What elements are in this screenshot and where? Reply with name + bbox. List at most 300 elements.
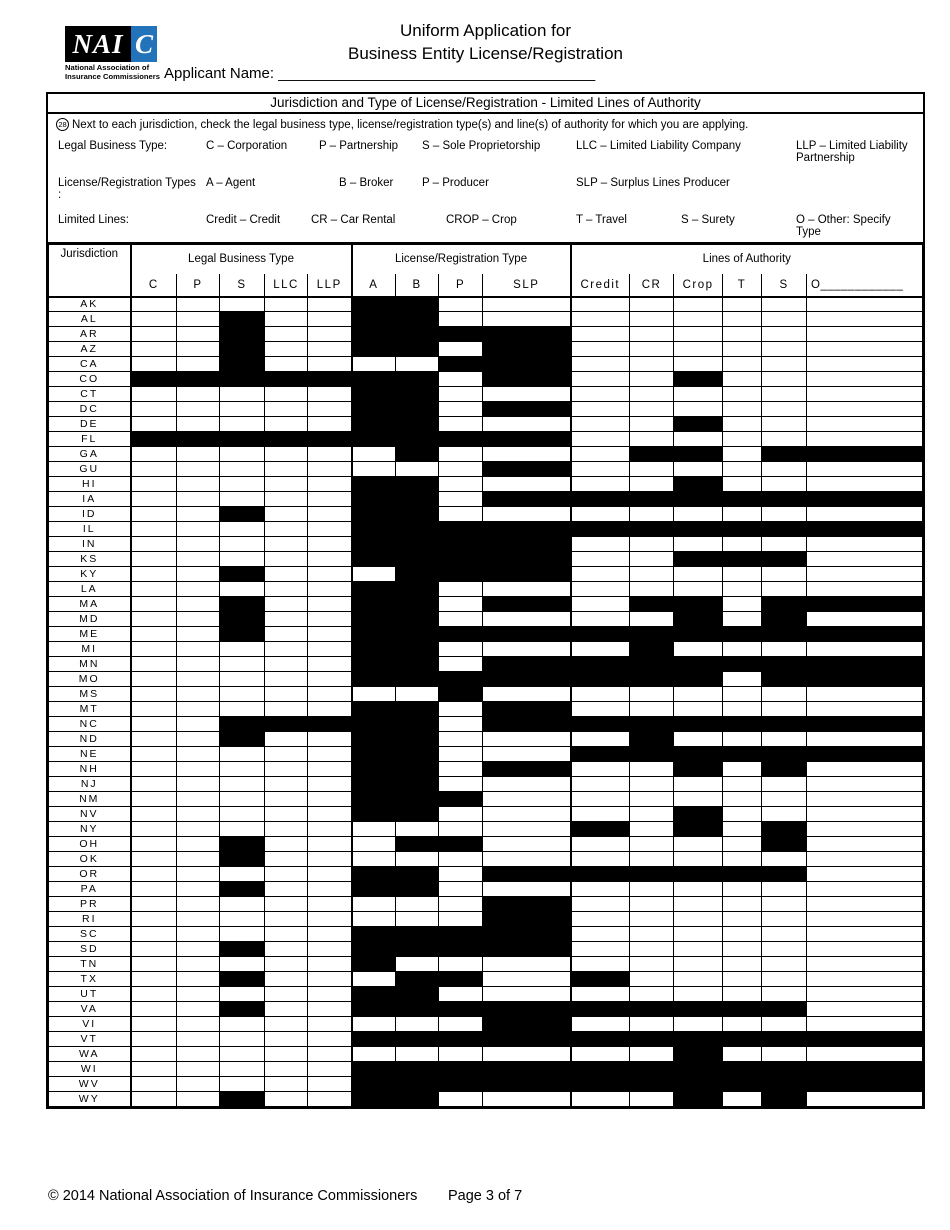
check-cell-MO-CR[interactable] — [630, 672, 674, 687]
check-cell-MN-CR[interactable] — [630, 657, 674, 672]
check-cell-SC-P[interactable] — [177, 927, 220, 942]
check-cell-SD-B[interactable] — [396, 942, 439, 957]
check-cell-OH-P2[interactable] — [439, 837, 483, 852]
check-cell-OR-B[interactable] — [396, 867, 439, 882]
check-cell-ND-P[interactable] — [177, 732, 220, 747]
check-cell-WY-Crop[interactable] — [674, 1092, 723, 1107]
check-cell-DC-P[interactable] — [177, 402, 220, 417]
check-cell-VA-P[interactable] — [177, 1002, 220, 1017]
check-cell-MI-LLC[interactable] — [265, 642, 308, 657]
check-cell-DC-LLC[interactable] — [265, 402, 308, 417]
check-cell-VA-SLP[interactable] — [483, 1002, 571, 1017]
check-cell-NE-A[interactable] — [352, 747, 396, 762]
check-cell-WI-C[interactable] — [131, 1062, 177, 1077]
check-cell-DE-C[interactable] — [131, 417, 177, 432]
check-cell-ID-C[interactable] — [131, 507, 177, 522]
check-cell-RI-CR[interactable] — [630, 912, 674, 927]
check-cell-OK-P[interactable] — [177, 852, 220, 867]
check-cell-NJ-S[interactable] — [220, 777, 265, 792]
check-cell-IN-LLC[interactable] — [265, 537, 308, 552]
check-cell-AR-SLP[interactable] — [483, 327, 571, 342]
check-cell-ME-B[interactable] — [396, 627, 439, 642]
check-cell-CT-Crop[interactable] — [674, 387, 723, 402]
check-cell-PR-T[interactable] — [723, 897, 762, 912]
check-cell-NY-B[interactable] — [396, 822, 439, 837]
check-cell-IL-T[interactable] — [723, 522, 762, 537]
check-cell-DE-S2[interactable] — [762, 417, 807, 432]
check-cell-DC-Crop[interactable] — [674, 402, 723, 417]
check-cell-MN-A[interactable] — [352, 657, 396, 672]
check-cell-AR-LLC[interactable] — [265, 327, 308, 342]
check-cell-SC-P2[interactable] — [439, 927, 483, 942]
check-cell-OR-C[interactable] — [131, 867, 177, 882]
check-cell-SC-T[interactable] — [723, 927, 762, 942]
check-cell-WY-P[interactable] — [177, 1092, 220, 1107]
check-cell-NJ-LLP[interactable] — [308, 777, 352, 792]
check-cell-VT-LLP[interactable] — [308, 1032, 352, 1047]
check-cell-AZ-CR[interactable] — [630, 342, 674, 357]
check-cell-MA-T[interactable] — [723, 597, 762, 612]
check-cell-TN-Credit[interactable] — [571, 957, 630, 972]
check-cell-KY-C[interactable] — [131, 567, 177, 582]
check-cell-KY-S2[interactable] — [762, 567, 807, 582]
check-cell-OK-C[interactable] — [131, 852, 177, 867]
check-cell-MD-A[interactable] — [352, 612, 396, 627]
check-cell-GA-P2[interactable] — [439, 447, 483, 462]
check-cell-RI-C[interactable] — [131, 912, 177, 927]
check-cell-MO-T[interactable] — [723, 672, 762, 687]
check-cell-VA-P2[interactable] — [439, 1002, 483, 1017]
check-cell-IA-Credit[interactable] — [571, 492, 630, 507]
check-cell-FL-LLC[interactable] — [265, 432, 308, 447]
check-cell-IA-Crop[interactable] — [674, 492, 723, 507]
check-cell-DC-S2[interactable] — [762, 402, 807, 417]
check-cell-CA-A[interactable] — [352, 357, 396, 372]
check-cell-WA-P[interactable] — [177, 1047, 220, 1062]
check-cell-NM-LLP[interactable] — [308, 792, 352, 807]
check-cell-MI-Crop[interactable] — [674, 642, 723, 657]
check-cell-AK-Credit[interactable] — [571, 297, 630, 312]
check-cell-MT-P[interactable] — [177, 702, 220, 717]
check-cell-IN-B[interactable] — [396, 537, 439, 552]
check-cell-TX-Crop[interactable] — [674, 972, 723, 987]
check-cell-RI-Credit[interactable] — [571, 912, 630, 927]
check-cell-NH-P2[interactable] — [439, 762, 483, 777]
check-cell-ID-Crop[interactable] — [674, 507, 723, 522]
check-cell-AL-A[interactable] — [352, 312, 396, 327]
check-cell-ME-C[interactable] — [131, 627, 177, 642]
check-cell-WI-O[interactable] — [807, 1062, 923, 1077]
check-cell-MD-LLP[interactable] — [308, 612, 352, 627]
check-cell-ME-P[interactable] — [177, 627, 220, 642]
check-cell-MS-P[interactable] — [177, 687, 220, 702]
check-cell-MA-LLP[interactable] — [308, 597, 352, 612]
check-cell-MA-SLP[interactable] — [483, 597, 571, 612]
check-cell-OK-B[interactable] — [396, 852, 439, 867]
check-cell-NV-A[interactable] — [352, 807, 396, 822]
check-cell-OR-LLC[interactable] — [265, 867, 308, 882]
check-cell-ME-CR[interactable] — [630, 627, 674, 642]
check-cell-DC-SLP[interactable] — [483, 402, 571, 417]
check-cell-GU-S2[interactable] — [762, 462, 807, 477]
check-cell-IN-A[interactable] — [352, 537, 396, 552]
check-cell-IL-P[interactable] — [177, 522, 220, 537]
check-cell-WV-T[interactable] — [723, 1077, 762, 1092]
check-cell-SC-S2[interactable] — [762, 927, 807, 942]
check-cell-MD-Credit[interactable] — [571, 612, 630, 627]
check-cell-ND-LLC[interactable] — [265, 732, 308, 747]
check-cell-WI-CR[interactable] — [630, 1062, 674, 1077]
check-cell-OR-Credit[interactable] — [571, 867, 630, 882]
check-cell-CT-T[interactable] — [723, 387, 762, 402]
check-cell-IN-Credit[interactable] — [571, 537, 630, 552]
check-cell-GA-CR[interactable] — [630, 447, 674, 462]
check-cell-FL-Crop[interactable] — [674, 432, 723, 447]
check-cell-DC-Credit[interactable] — [571, 402, 630, 417]
check-cell-VT-C[interactable] — [131, 1032, 177, 1047]
check-cell-NM-SLP[interactable] — [483, 792, 571, 807]
check-cell-NJ-T[interactable] — [723, 777, 762, 792]
check-cell-KS-SLP[interactable] — [483, 552, 571, 567]
check-cell-RI-P2[interactable] — [439, 912, 483, 927]
check-cell-OH-LLP[interactable] — [308, 837, 352, 852]
check-cell-NV-T[interactable] — [723, 807, 762, 822]
check-cell-UT-S2[interactable] — [762, 987, 807, 1002]
check-cell-PA-S2[interactable] — [762, 882, 807, 897]
check-cell-NE-P2[interactable] — [439, 747, 483, 762]
check-cell-SD-S2[interactable] — [762, 942, 807, 957]
check-cell-OH-P[interactable] — [177, 837, 220, 852]
check-cell-MA-Credit[interactable] — [571, 597, 630, 612]
check-cell-TN-O[interactable] — [807, 957, 923, 972]
check-cell-NM-CR[interactable] — [630, 792, 674, 807]
check-cell-VI-T[interactable] — [723, 1017, 762, 1032]
check-cell-MT-P2[interactable] — [439, 702, 483, 717]
check-cell-RI-A[interactable] — [352, 912, 396, 927]
check-cell-AZ-Crop[interactable] — [674, 342, 723, 357]
check-cell-RI-S2[interactable] — [762, 912, 807, 927]
check-cell-OR-CR[interactable] — [630, 867, 674, 882]
check-cell-GU-T[interactable] — [723, 462, 762, 477]
check-cell-WI-Credit[interactable] — [571, 1062, 630, 1077]
check-cell-RI-O[interactable] — [807, 912, 923, 927]
check-cell-MT-SLP[interactable] — [483, 702, 571, 717]
check-cell-OK-CR[interactable] — [630, 852, 674, 867]
check-cell-IA-S[interactable] — [220, 492, 265, 507]
check-cell-PR-Crop[interactable] — [674, 897, 723, 912]
check-cell-VT-P[interactable] — [177, 1032, 220, 1047]
check-cell-WY-P2[interactable] — [439, 1092, 483, 1107]
check-cell-GU-Credit[interactable] — [571, 462, 630, 477]
check-cell-VI-P[interactable] — [177, 1017, 220, 1032]
check-cell-IN-O[interactable] — [807, 537, 923, 552]
check-cell-DE-Credit[interactable] — [571, 417, 630, 432]
check-cell-WY-C[interactable] — [131, 1092, 177, 1107]
check-cell-CT-Credit[interactable] — [571, 387, 630, 402]
check-cell-AR-P2[interactable] — [439, 327, 483, 342]
check-cell-HI-LLP[interactable] — [308, 477, 352, 492]
check-cell-NJ-Credit[interactable] — [571, 777, 630, 792]
check-cell-MI-A[interactable] — [352, 642, 396, 657]
check-cell-MA-S[interactable] — [220, 597, 265, 612]
check-cell-GA-SLP[interactable] — [483, 447, 571, 462]
check-cell-DC-B[interactable] — [396, 402, 439, 417]
check-cell-NH-LLP[interactable] — [308, 762, 352, 777]
check-cell-MS-A[interactable] — [352, 687, 396, 702]
check-cell-GU-LLP[interactable] — [308, 462, 352, 477]
check-cell-KY-A[interactable] — [352, 567, 396, 582]
check-cell-AL-B[interactable] — [396, 312, 439, 327]
check-cell-ME-Crop[interactable] — [674, 627, 723, 642]
check-cell-OH-Crop[interactable] — [674, 837, 723, 852]
check-cell-MI-S[interactable] — [220, 642, 265, 657]
check-cell-LA-O[interactable] — [807, 582, 923, 597]
check-cell-MA-C[interactable] — [131, 597, 177, 612]
check-cell-ME-O[interactable] — [807, 627, 923, 642]
check-cell-WV-Crop[interactable] — [674, 1077, 723, 1092]
check-cell-NH-S2[interactable] — [762, 762, 807, 777]
check-cell-NY-T[interactable] — [723, 822, 762, 837]
check-cell-UT-SLP[interactable] — [483, 987, 571, 1002]
check-cell-UT-T[interactable] — [723, 987, 762, 1002]
check-cell-SD-CR[interactable] — [630, 942, 674, 957]
check-cell-TN-LLC[interactable] — [265, 957, 308, 972]
check-cell-OR-LLP[interactable] — [308, 867, 352, 882]
check-cell-AZ-LLP[interactable] — [308, 342, 352, 357]
check-cell-GA-S2[interactable] — [762, 447, 807, 462]
check-cell-TX-S2[interactable] — [762, 972, 807, 987]
check-cell-MI-Credit[interactable] — [571, 642, 630, 657]
check-cell-CO-Crop[interactable] — [674, 372, 723, 387]
check-cell-ID-LLP[interactable] — [308, 507, 352, 522]
check-cell-KS-S[interactable] — [220, 552, 265, 567]
check-cell-MN-T[interactable] — [723, 657, 762, 672]
check-cell-MS-S[interactable] — [220, 687, 265, 702]
check-cell-WI-LLP[interactable] — [308, 1062, 352, 1077]
check-cell-UT-CR[interactable] — [630, 987, 674, 1002]
check-cell-SC-LLC[interactable] — [265, 927, 308, 942]
check-cell-DE-LLP[interactable] — [308, 417, 352, 432]
check-cell-VI-LLC[interactable] — [265, 1017, 308, 1032]
check-cell-PR-C[interactable] — [131, 897, 177, 912]
check-cell-FL-P2[interactable] — [439, 432, 483, 447]
check-cell-GU-CR[interactable] — [630, 462, 674, 477]
check-cell-SD-LLP[interactable] — [308, 942, 352, 957]
check-cell-WI-SLP[interactable] — [483, 1062, 571, 1077]
check-cell-NE-LLP[interactable] — [308, 747, 352, 762]
check-cell-VT-A[interactable] — [352, 1032, 396, 1047]
check-cell-AR-S[interactable] — [220, 327, 265, 342]
check-cell-WA-S2[interactable] — [762, 1047, 807, 1062]
check-cell-UT-LLP[interactable] — [308, 987, 352, 1002]
check-cell-WA-P2[interactable] — [439, 1047, 483, 1062]
check-cell-SD-LLC[interactable] — [265, 942, 308, 957]
check-cell-PA-LLP[interactable] — [308, 882, 352, 897]
check-cell-PA-T[interactable] — [723, 882, 762, 897]
check-cell-VA-A[interactable] — [352, 1002, 396, 1017]
check-cell-MN-C[interactable] — [131, 657, 177, 672]
check-cell-NJ-LLC[interactable] — [265, 777, 308, 792]
check-cell-LA-A[interactable] — [352, 582, 396, 597]
check-cell-HI-SLP[interactable] — [483, 477, 571, 492]
check-cell-WI-P[interactable] — [177, 1062, 220, 1077]
check-cell-ME-LLC[interactable] — [265, 627, 308, 642]
check-cell-MN-O[interactable] — [807, 657, 923, 672]
check-cell-CT-C[interactable] — [131, 387, 177, 402]
check-cell-TX-LLP[interactable] — [308, 972, 352, 987]
check-cell-WA-A[interactable] — [352, 1047, 396, 1062]
check-cell-AR-C[interactable] — [131, 327, 177, 342]
check-cell-DE-O[interactable] — [807, 417, 923, 432]
check-cell-KS-P2[interactable] — [439, 552, 483, 567]
check-cell-AZ-S2[interactable] — [762, 342, 807, 357]
check-cell-TX-P2[interactable] — [439, 972, 483, 987]
check-cell-CA-P2[interactable] — [439, 357, 483, 372]
check-cell-LA-S2[interactable] — [762, 582, 807, 597]
check-cell-NH-LLC[interactable] — [265, 762, 308, 777]
check-cell-MD-S2[interactable] — [762, 612, 807, 627]
check-cell-NE-S2[interactable] — [762, 747, 807, 762]
check-cell-RI-SLP[interactable] — [483, 912, 571, 927]
check-cell-KS-A[interactable] — [352, 552, 396, 567]
check-cell-OH-B[interactable] — [396, 837, 439, 852]
check-cell-NM-P[interactable] — [177, 792, 220, 807]
check-cell-ID-P2[interactable] — [439, 507, 483, 522]
check-cell-AR-A[interactable] — [352, 327, 396, 342]
check-cell-MS-LLC[interactable] — [265, 687, 308, 702]
check-cell-AL-CR[interactable] — [630, 312, 674, 327]
check-cell-SC-Crop[interactable] — [674, 927, 723, 942]
check-cell-IN-C[interactable] — [131, 537, 177, 552]
check-cell-NJ-Crop[interactable] — [674, 777, 723, 792]
check-cell-NH-P[interactable] — [177, 762, 220, 777]
check-cell-AK-A[interactable] — [352, 297, 396, 312]
check-cell-HI-S[interactable] — [220, 477, 265, 492]
check-cell-NJ-SLP[interactable] — [483, 777, 571, 792]
check-cell-UT-S[interactable] — [220, 987, 265, 1002]
check-cell-ND-Crop[interactable] — [674, 732, 723, 747]
check-cell-KS-B[interactable] — [396, 552, 439, 567]
check-cell-VI-A[interactable] — [352, 1017, 396, 1032]
check-cell-HI-P2[interactable] — [439, 477, 483, 492]
check-cell-PR-SLP[interactable] — [483, 897, 571, 912]
check-cell-IN-P2[interactable] — [439, 537, 483, 552]
check-cell-KY-Crop[interactable] — [674, 567, 723, 582]
check-cell-NE-CR[interactable] — [630, 747, 674, 762]
check-cell-ND-B[interactable] — [396, 732, 439, 747]
check-cell-CT-S2[interactable] — [762, 387, 807, 402]
check-cell-WV-SLP[interactable] — [483, 1077, 571, 1092]
check-cell-OR-T[interactable] — [723, 867, 762, 882]
check-cell-CO-O[interactable] — [807, 372, 923, 387]
check-cell-NM-O[interactable] — [807, 792, 923, 807]
check-cell-FL-T[interactable] — [723, 432, 762, 447]
check-cell-SD-S[interactable] — [220, 942, 265, 957]
check-cell-ND-T[interactable] — [723, 732, 762, 747]
check-cell-GU-SLP[interactable] — [483, 462, 571, 477]
check-cell-VT-P2[interactable] — [439, 1032, 483, 1047]
check-cell-NM-LLC[interactable] — [265, 792, 308, 807]
check-cell-VA-T[interactable] — [723, 1002, 762, 1017]
check-cell-WV-LLC[interactable] — [265, 1077, 308, 1092]
check-cell-IA-T[interactable] — [723, 492, 762, 507]
check-cell-NV-CR[interactable] — [630, 807, 674, 822]
check-cell-MN-LLP[interactable] — [308, 657, 352, 672]
check-cell-MD-P[interactable] — [177, 612, 220, 627]
check-cell-AK-B[interactable] — [396, 297, 439, 312]
check-cell-IN-T[interactable] — [723, 537, 762, 552]
check-cell-CA-B[interactable] — [396, 357, 439, 372]
check-cell-DC-C[interactable] — [131, 402, 177, 417]
check-cell-CT-S[interactable] — [220, 387, 265, 402]
check-cell-WY-SLP[interactable] — [483, 1092, 571, 1107]
check-cell-CO-B[interactable] — [396, 372, 439, 387]
check-cell-SD-T[interactable] — [723, 942, 762, 957]
check-cell-ND-P2[interactable] — [439, 732, 483, 747]
check-cell-VI-P2[interactable] — [439, 1017, 483, 1032]
check-cell-TX-Credit[interactable] — [571, 972, 630, 987]
check-cell-TX-B[interactable] — [396, 972, 439, 987]
check-cell-AR-S2[interactable] — [762, 327, 807, 342]
check-cell-ND-S2[interactable] — [762, 732, 807, 747]
check-cell-SD-P2[interactable] — [439, 942, 483, 957]
check-cell-OR-SLP[interactable] — [483, 867, 571, 882]
check-cell-OK-S2[interactable] — [762, 852, 807, 867]
check-cell-AK-S[interactable] — [220, 297, 265, 312]
check-cell-CT-A[interactable] — [352, 387, 396, 402]
check-cell-VT-O[interactable] — [807, 1032, 923, 1047]
check-cell-NJ-S2[interactable] — [762, 777, 807, 792]
check-cell-AR-Credit[interactable] — [571, 327, 630, 342]
check-cell-NE-O[interactable] — [807, 747, 923, 762]
check-cell-CA-O[interactable] — [807, 357, 923, 372]
check-cell-MN-S2[interactable] — [762, 657, 807, 672]
check-cell-ME-S[interactable] — [220, 627, 265, 642]
check-cell-SC-O[interactable] — [807, 927, 923, 942]
check-cell-MT-A[interactable] — [352, 702, 396, 717]
check-cell-OH-T[interactable] — [723, 837, 762, 852]
check-cell-IL-P2[interactable] — [439, 522, 483, 537]
check-cell-AR-LLP[interactable] — [308, 327, 352, 342]
check-cell-TX-T[interactable] — [723, 972, 762, 987]
check-cell-DE-S[interactable] — [220, 417, 265, 432]
check-cell-NY-Credit[interactable] — [571, 822, 630, 837]
check-cell-WY-A[interactable] — [352, 1092, 396, 1107]
check-cell-NJ-B[interactable] — [396, 777, 439, 792]
check-cell-KY-Credit[interactable] — [571, 567, 630, 582]
check-cell-MI-C[interactable] — [131, 642, 177, 657]
check-cell-UT-LLC[interactable] — [265, 987, 308, 1002]
check-cell-NC-LLC[interactable] — [265, 717, 308, 732]
check-cell-GA-P[interactable] — [177, 447, 220, 462]
check-cell-WI-Crop[interactable] — [674, 1062, 723, 1077]
check-cell-CO-SLP[interactable] — [483, 372, 571, 387]
check-cell-KS-P[interactable] — [177, 552, 220, 567]
check-cell-WY-O[interactable] — [807, 1092, 923, 1107]
check-cell-PR-A[interactable] — [352, 897, 396, 912]
check-cell-SC-CR[interactable] — [630, 927, 674, 942]
check-cell-MI-CR[interactable] — [630, 642, 674, 657]
check-cell-IA-P[interactable] — [177, 492, 220, 507]
check-cell-NH-Credit[interactable] — [571, 762, 630, 777]
check-cell-IL-LLP[interactable] — [308, 522, 352, 537]
check-cell-GA-C[interactable] — [131, 447, 177, 462]
check-cell-NM-P2[interactable] — [439, 792, 483, 807]
check-cell-TN-SLP[interactable] — [483, 957, 571, 972]
check-cell-VA-LLC[interactable] — [265, 1002, 308, 1017]
check-cell-WA-C[interactable] — [131, 1047, 177, 1062]
check-cell-MS-O[interactable] — [807, 687, 923, 702]
